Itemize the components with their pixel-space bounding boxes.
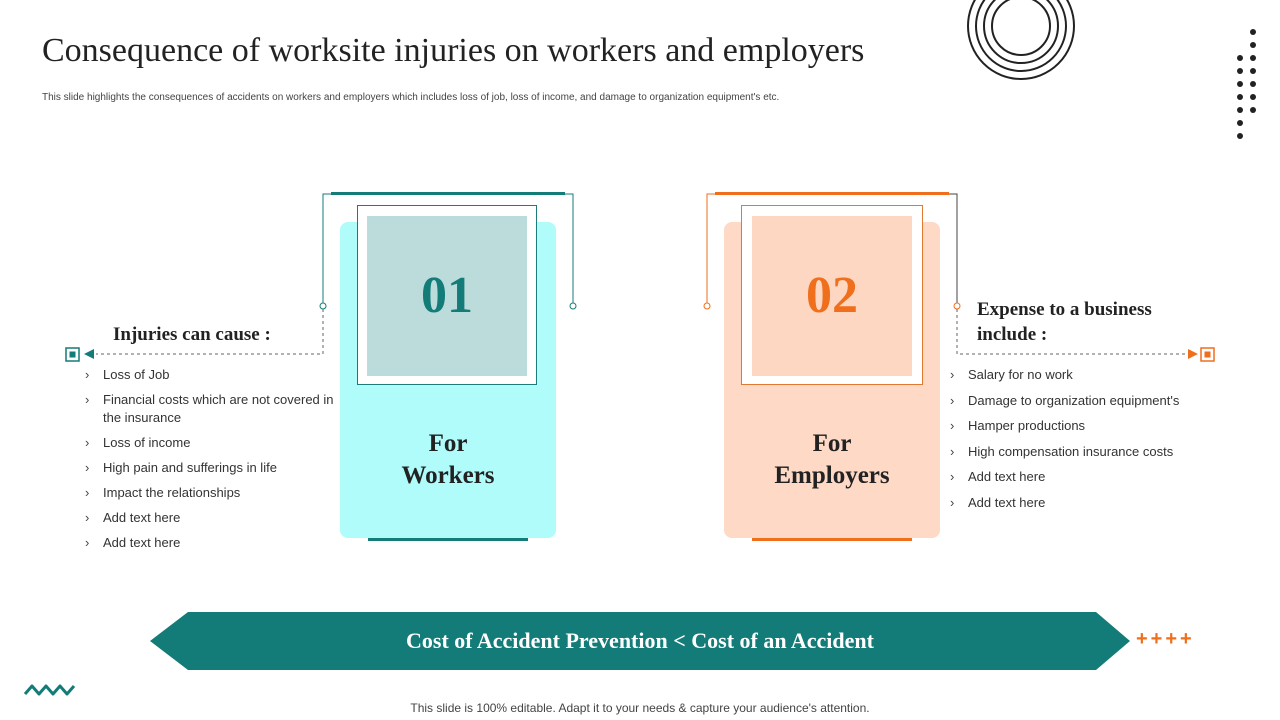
list-item: › Add text here [950,494,1046,510]
employers-label-line1: For [812,430,852,457]
slide-title: Consequence of worksite injuries on workers and employers [42,32,865,69]
workers-label-line1: For [428,430,468,457]
slide-subtitle: This slide highlights the consequences of accidents on workers and employers which includes loss of job, loss of income, and damage to organization equipment's etc. [42,92,780,103]
employers-bottom-bar [752,538,912,541]
workers-label-line2: Workers [401,462,495,489]
chevron-right-icon: › [950,392,955,408]
list-item: › High pain and sufferings in life [85,460,277,475]
chevron-right-icon: › [85,510,90,525]
cost-banner-text: Cost of Accident Prevention < Cost of an Accident [406,628,874,653]
employers-label-line2: Employers [774,462,890,489]
chevron-right-icon: › [950,443,955,459]
list-item: › Add text here [950,469,1046,484]
list-item: › Add text here [85,510,181,525]
chevron-right-icon: › [85,435,90,450]
list-item: › Salary for no work [950,367,1073,382]
plus-marks: ++++ [1136,628,1195,650]
footer-note: This slide is 100% editable. Adapt it to your needs & capture your audience's attention. [410,701,870,715]
chevron-right-icon: › [85,485,90,500]
chevron-right-icon: › [85,535,90,550]
employers-card-label [724,428,940,492]
list-item: › Add text here [85,535,181,550]
workers-list [85,366,335,552]
list-item: › Damage to organization equipment's [950,392,1180,408]
chevron-right-icon: › [85,367,90,382]
workers-top-bar [331,192,565,195]
list-item: › Financial costs which are not covered in the insurance [85,392,334,425]
zigzag-icon [24,682,78,698]
list-item: › Impact the relationships [85,485,241,500]
chevron-right-icon: › [950,418,955,433]
employers-heading: Expense to a business include : [977,299,1152,345]
chevron-right-icon: › [950,367,955,382]
workers-heading: Injuries can cause : [113,324,271,345]
chevron-right-icon: › [85,460,90,475]
chevron-right-icon: › [85,392,90,407]
list-item: › Hamper productions [950,418,1086,433]
chevron-right-icon: › [950,494,955,510]
chevron-right-icon: › [950,469,955,484]
workers-card-label [340,428,556,492]
workers-bottom-bar [368,538,528,541]
list-item: › Loss of income [85,435,191,450]
list-item: › Loss of Job [85,367,170,382]
list-item: › High compensation insurance costs [950,443,1174,459]
employers-number: 02 [806,267,858,324]
workers-number: 01 [421,267,473,324]
employers-top-bar [715,192,949,195]
employers-list [950,366,1210,512]
